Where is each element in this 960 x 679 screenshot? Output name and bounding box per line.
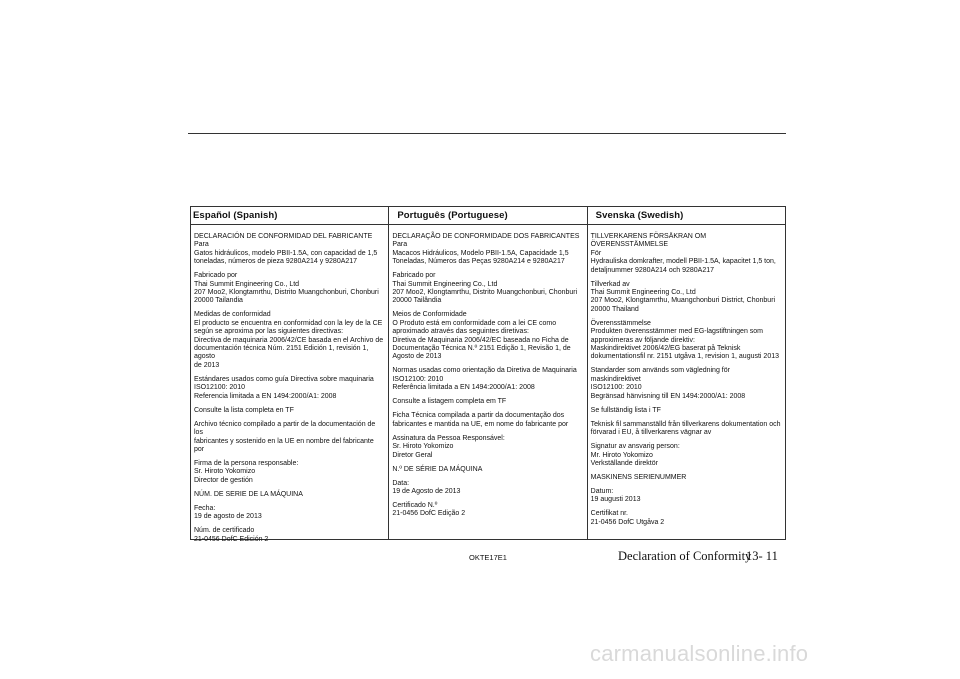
text-line: Thai Summit Engineering Co., Ltd <box>392 280 498 288</box>
text-block <box>591 421 782 438</box>
watermark: carmanualsonline.info <box>590 641 809 666</box>
text-line: Firma de la persona responsable: <box>194 459 299 467</box>
text-line: Director de gestión <box>194 476 253 484</box>
text-block <box>194 505 385 522</box>
column-heading: Português (Portuguese) <box>389 209 586 225</box>
text-block <box>591 488 782 505</box>
text-block <box>591 320 782 362</box>
text-line: aproximado através das seguintes diretivas: <box>392 328 529 336</box>
text-line: TILLVERKARENS FÖRSÄKRAN OM ÖVERENSSTÄMMELSE <box>590 233 707 249</box>
footer-title: Declaration of Conformity <box>618 549 752 563</box>
text-block <box>194 376 385 401</box>
text-line: 207 Moo2, Klongtamrthu, Distrito Muangchonburi, Chonburi <box>194 289 379 297</box>
text-line: Thai Summit Engineering Co., Ltd <box>194 280 300 288</box>
text-block <box>392 367 583 392</box>
text-line: documentación técnica Núm. 2151 Edición 1, revisión 1, agosto <box>194 345 369 361</box>
column-heading: Español (Spanish) <box>191 209 388 225</box>
text-line: Maskindirektivet 2006/42/EG baserat på Teknisk <box>590 345 741 353</box>
text-line: Referencia limitada a EN 1494:2000/A1: 2008 <box>194 392 337 400</box>
text-line: Verkställande direktör <box>590 459 658 467</box>
column-heading: Svenska (Swedish) <box>588 209 785 225</box>
text-line: detaljnummer 9280A214 och 9280A217 <box>590 266 715 274</box>
text-line: NÚM. DE SERIE DE LA MÁQUINA <box>194 490 303 498</box>
text-line: 19 de Agosto de 2013 <box>392 487 461 495</box>
text-line: Estándares usados como guía Directiva sobre maquinaria <box>194 375 374 383</box>
text-line: N.º DE SÉRIE DA MÁQUINA <box>392 465 483 473</box>
text-block <box>392 412 583 429</box>
text-line: Ficha Técnica compilada a partir da documentação dos <box>392 412 565 420</box>
text-line: 207 Moo2, Klongtamrthu, Distrito Muangchonburi, Chonburi <box>392 289 578 297</box>
text-line: Teknisk fil sammanställd från tillverkarens dokumentation och <box>590 420 781 428</box>
text-line: Standarder som används som vägledning för maskindirektivet <box>590 367 730 383</box>
column-body <box>392 233 583 519</box>
document-code: OKTE17E1 <box>469 553 507 562</box>
text-line: DECLARACIÓN DE CONFORMIDAD DEL FABRICANTE <box>194 233 373 240</box>
text-line: ISO12100: 2010 <box>392 375 444 383</box>
text-line: MASKINENS SERIENUMMER <box>590 473 687 481</box>
text-line: Se fullständig lista i TF <box>590 406 661 414</box>
text-block <box>591 510 782 527</box>
text-line: 20000 Thailand <box>590 305 639 313</box>
column-swedish <box>587 207 785 539</box>
top-rule <box>188 133 786 134</box>
text-line: För <box>590 249 602 257</box>
text-line: Data: <box>392 479 410 487</box>
text-line: ISO12100: 2010 <box>590 384 642 392</box>
page-number: 13- 11 <box>746 549 778 563</box>
text-line: Sr. Hiroto Yokomizo <box>194 468 256 476</box>
text-line: 207 Moo2, Klongtamrthu, Muangchonburi District, Chonburi <box>590 297 776 305</box>
text-line: ISO12100: 2010 <box>194 384 245 392</box>
text-line: Certificado N.º <box>392 501 438 509</box>
text-block <box>591 443 782 468</box>
text-line: Sr. Hiroto Yokomizo <box>392 443 454 451</box>
text-block <box>392 398 583 406</box>
text-line: Fabricado por <box>392 272 436 280</box>
text-line: Para <box>194 241 209 249</box>
text-line: Agosto de 2013 <box>392 353 442 361</box>
text-line: 21-0456 DofC Edição 2 <box>392 510 466 518</box>
text-block <box>194 272 385 306</box>
text-block <box>194 460 385 485</box>
text-line: Begränsad hänvisning till EN 1494:2000/A1: 2008 <box>590 392 746 400</box>
text-block <box>392 466 583 474</box>
text-block <box>392 480 583 497</box>
text-line: Mr. Hiroto Yokomizo <box>590 451 653 459</box>
text-line: Toneladas, Números das Peças 9280A214 e 9280A217 <box>392 258 565 266</box>
text-line: Diretor Geral <box>392 451 433 459</box>
text-line: förvarad i EU, å tillverkarens vägnar av <box>590 429 712 437</box>
text-line: El producto se encuentra en conformidad con la ley de la CE <box>194 319 383 327</box>
text-line: Archivo técnico compilado a partir de la documentación de los <box>194 420 376 437</box>
text-line: Documentação Técnica N.º 2151 Edição 1, Revisão 1, de <box>392 345 571 353</box>
text-line: 21-0456 DofC Edición 2 <box>194 535 269 543</box>
text-line: Signatur av ansvarig person: <box>590 443 680 451</box>
text-block <box>392 233 583 267</box>
text-line: Medidas de conformidad <box>194 311 271 319</box>
text-line: Hydrauliska domkrafter, modell PBII-1.5A, kapacitet 1,5 ton, <box>590 258 776 266</box>
text-line: Tillverkad av <box>590 280 630 288</box>
text-line: Datum: <box>590 487 614 495</box>
text-line: fabricantes e mantida na UE, em nome do fabricante por <box>392 420 569 428</box>
column-body <box>591 233 782 527</box>
text-line: Normas usadas como orientação da Diretiva de Maquinaria <box>392 367 577 375</box>
text-line: Assinatura da Pessoa Responsável: <box>392 434 505 442</box>
text-line: Produkten överensstämmer med EG-lagstiftningen som <box>590 328 764 336</box>
text-block <box>194 311 385 370</box>
text-line: Consulte a listagem completa em TF <box>392 398 507 406</box>
text-line: Thai Summit Engineering Co., Ltd <box>590 289 696 297</box>
text-line: 21-0456 DofC Utgåva 2 <box>590 518 665 526</box>
text-block <box>392 311 583 361</box>
text-line: Núm. de certificado <box>194 527 255 535</box>
text-line: Överensstämmelse <box>590 319 651 327</box>
text-line: Consulte la lista completa en TF <box>194 406 294 414</box>
text-line: de 2013 <box>194 361 220 369</box>
text-block <box>392 272 583 306</box>
text-line: Referência limitada a EN 1494:2000/A1: 2008 <box>392 384 535 392</box>
text-line: toneladas, números de pieza 9280A214 y 9280A217 <box>194 258 358 266</box>
text-block <box>194 527 385 544</box>
text-block <box>591 281 782 315</box>
text-block <box>591 474 782 482</box>
text-line: 20000 Tailandia <box>194 297 243 305</box>
text-line: fabricantes y sostenido en la UE en nombre del fabricante por <box>194 437 374 453</box>
text-line: Directiva de maquinaria 2006/42/CE basada en el Archivo de <box>194 336 384 344</box>
text-line: Certifikat nr. <box>590 510 629 518</box>
text-line: según se aproxima por las siguientes directivas: <box>194 328 344 336</box>
text-line: Para <box>392 241 408 249</box>
text-line: Diretiva de Maquinaria 2006/42/EC baseada no Ficha de <box>392 336 569 344</box>
column-body <box>194 233 385 544</box>
text-line: Macacos Hidráulicos, Modelo PBII-1.5A, Capacidade 1,5 <box>392 249 569 257</box>
text-line: 20000 Tailândia <box>392 297 442 305</box>
text-block <box>591 367 782 401</box>
text-line: DECLARAÇÃO DE CONFORMIDADE DOS FABRICANTES <box>392 233 580 240</box>
text-block <box>194 407 385 415</box>
text-block <box>392 435 583 460</box>
text-line: O Produto está em conformidade com a lei CE como <box>392 319 557 327</box>
text-line: approximeras av följande direktiv: <box>590 336 695 344</box>
text-block <box>591 407 782 415</box>
column-spanish <box>191 207 388 543</box>
text-block <box>392 502 583 519</box>
text-line: 19 de agosto de 2013 <box>194 513 262 521</box>
text-block <box>194 491 385 499</box>
text-line: 19 augusti 2013 <box>590 496 641 504</box>
text-line: Fecha: <box>194 504 216 512</box>
declaration-table <box>190 206 786 543</box>
text-block <box>194 421 385 455</box>
text-line: Fabricado por <box>194 272 238 280</box>
text-line: Meios de Conformidade <box>392 311 467 319</box>
text-line: dokumentationsfil nr. 2151 utgåva 1, revision 1, augusti 2013 <box>590 353 780 361</box>
text-block <box>194 233 385 267</box>
text-block <box>591 233 782 275</box>
text-line: Gatos hidráulicos, modelo PBII-1.5A, con capacidad de 1,5 <box>194 249 378 257</box>
column-portuguese <box>388 207 586 539</box>
